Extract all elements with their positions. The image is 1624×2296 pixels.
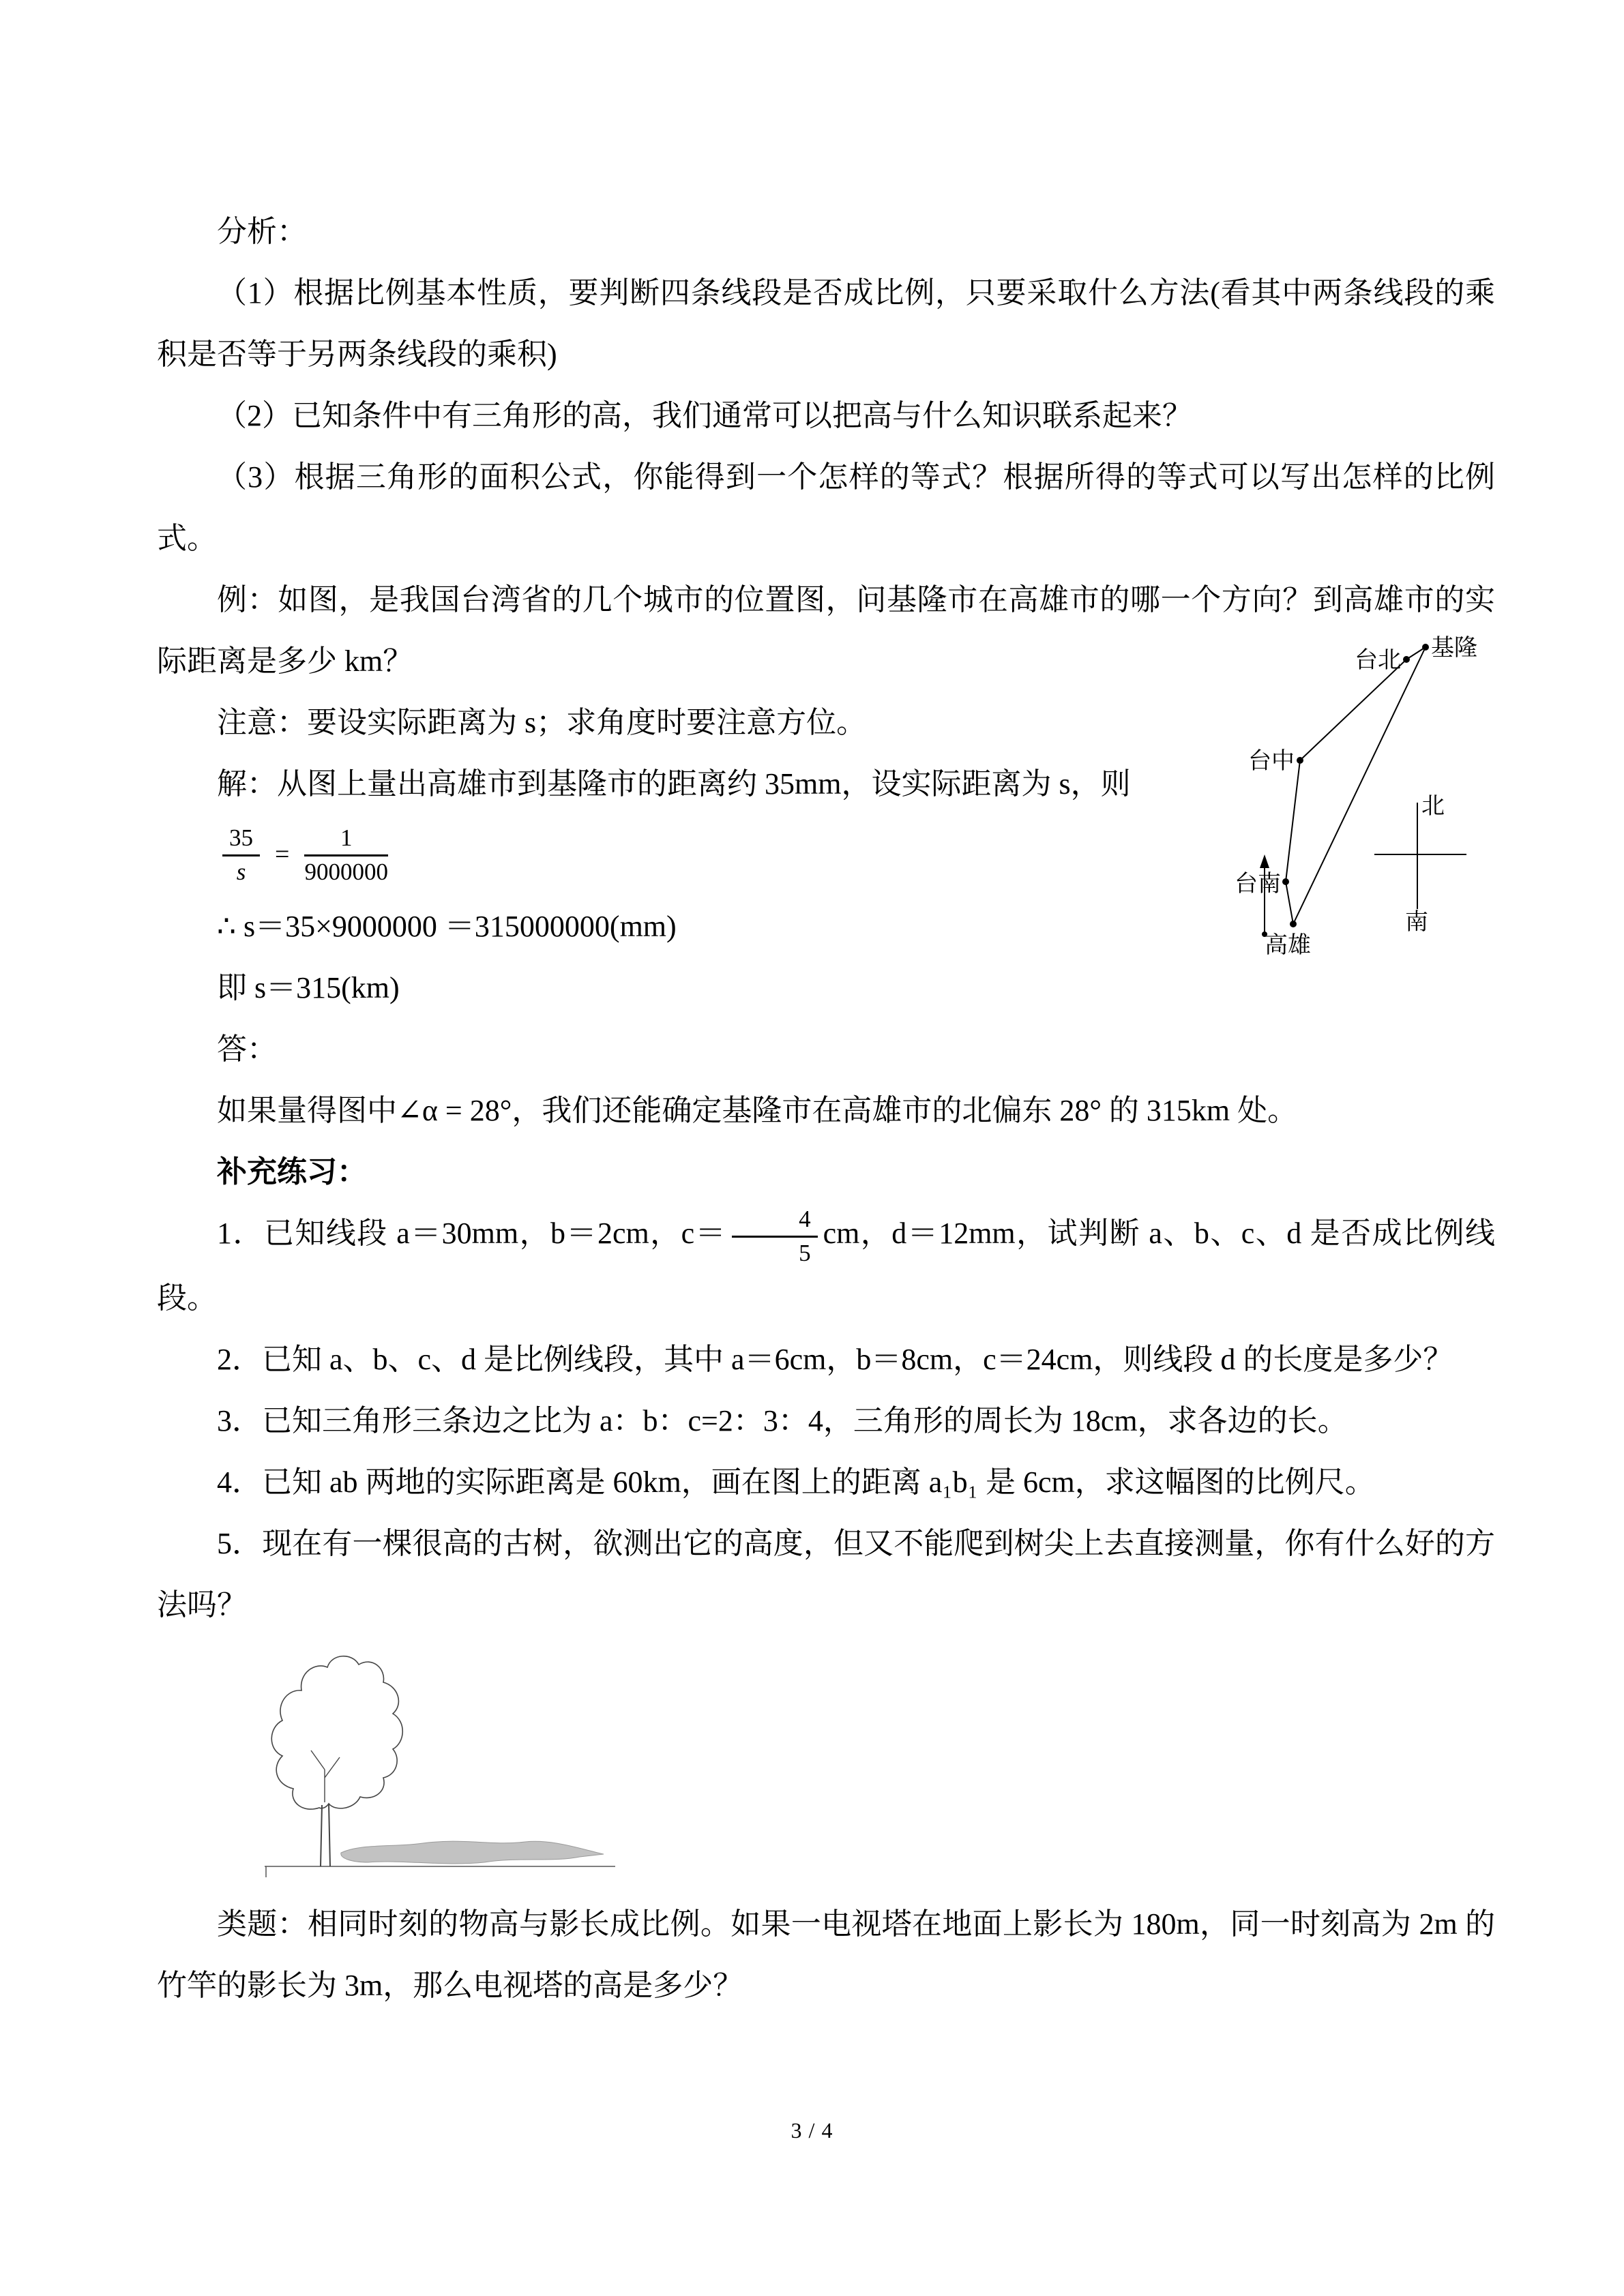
compass-south-label: 南 [1405,910,1428,935]
kaohsiung-dot [1290,921,1297,927]
exercise-3: 3．已知三角形三条边之比为 a：b：c=2：3：4，三角形的周长为 18cm，求各边的长。 [217,1403,1348,1437]
fraction-rhs [304,823,388,886]
taichung-dot [1297,757,1303,764]
analysis-item-3: （3）根据三角形的面积公式，你能得到一个怎样的等式？根据所得的等式可以写出怎样的比例式。 [157,460,1495,555]
example-note: 注意：要设实际距离为 s；求角度时要注意方位。 [217,706,867,739]
taichung-label: 台中 [1248,749,1295,774]
document-body [157,201,1495,2016]
exercises-heading: 补充练习： [217,1154,367,1189]
fraction-numerator: 4 [732,1204,818,1238]
north-arrow-head [1260,854,1269,868]
tree-trunk [321,1804,330,1866]
exercise-4: 4．已知 ab 两地的实际距离是 60km，画在图上的距离 a₁b₁ 是 6cm，求这幅图的比例尺。 [217,1465,1375,1499]
exercise-5: 5．现在有一棵很高的古树，欲测出它的高度，但又不能爬到树尖上去直接测量，你有什么好的方法吗？ [157,1526,1495,1622]
analysis-heading: 分析： [217,215,307,248]
map-route-west [1286,659,1406,924]
taipei-label: 台北 [1355,648,1401,673]
exercise-1-pre: 1．已知线段 a＝30mm，b＝2cm，c＝ [217,1216,727,1250]
compass-north-label: 北 [1421,794,1445,819]
answer-label: 答： [217,1032,277,1066]
solution-result: ∴ s＝35×9000000 ＝315000000(mm) [217,909,677,943]
fraction-lhs [222,823,260,886]
solution-intro: 解：从图上量出高雄市到基隆市的距离约 35mm，设实际距离为 s，则 [217,767,1131,801]
tree-shadow [341,1841,604,1864]
tainan-dot [1282,878,1289,885]
fraction-denominator: 5 [799,1240,811,1267]
tree-illustration [259,1650,621,1888]
fraction-rhs-numerator: 1 [304,823,388,856]
page-number: 3 / 4 [791,2118,833,2143]
example-statement: 例：如图，是我国台湾省的几个城市的位置图，问基隆市在高雄市的哪一个方向？到高雄市的实际距离是多少 km？ [157,583,1495,678]
tree-branches [311,1750,340,1802]
tainan-label: 台南 [1235,871,1281,897]
taiwan-map [1213,624,1513,965]
taipei-dot [1403,656,1410,663]
map-line-keelung-kaohsiung [1293,647,1426,924]
fraction-rhs-denominator: 9000000 [304,859,388,886]
exercise-1-fraction [732,1204,818,1268]
fraction-lhs-denominator: s [236,859,246,886]
example-remark: 如果量得图中∠α = 28°，我们还能确定基隆市在高雄市的北偏东 28° 的 315km 处。 [217,1093,1298,1127]
tree-canopy [271,1656,402,1808]
tree-illustration-svg [259,1650,621,1888]
analog-problem: 类题：相同时刻的物高与影长成比例。如果一电视塔在地面上影长为 180m，同一时刻高为 2m 的竹竿的影长为 3m，那么电视塔的高是多少？ [157,1907,1495,2002]
fraction-lhs-numerator: 35 [222,823,260,856]
solution-km: 即 s＝315(km) [217,970,400,1004]
equals-sign: = [275,840,290,869]
analysis-item-2: （2）已知条件中有三角形的高，我们通常可以把高与什么知识联系起来？ [217,399,1192,432]
taiwan-map-svg [1213,624,1513,965]
keelung-label: 基隆 [1431,636,1477,661]
analysis-item-1: （1）根据比例基本性质，要判断四条线段是否成比例，只要采取什么方法(看其中两条线段的乘积是否等于另两条线段的乘积) [157,276,1495,371]
exercise-1-post: cm，d＝12mm，试判断 a、b、c、d 是否成比例线段。 [157,1216,1495,1315]
keelung-dot [1422,644,1429,651]
exercise-2: 2．已知 a、b、c、d 是比例线段，其中 a＝6cm，b＝8cm，c＝24cm，则线段 d 的长度是多少？ [217,1342,1453,1376]
kaohsiung-label: 高雄 [1265,933,1311,958]
exercise-1 [157,1203,1495,1329]
